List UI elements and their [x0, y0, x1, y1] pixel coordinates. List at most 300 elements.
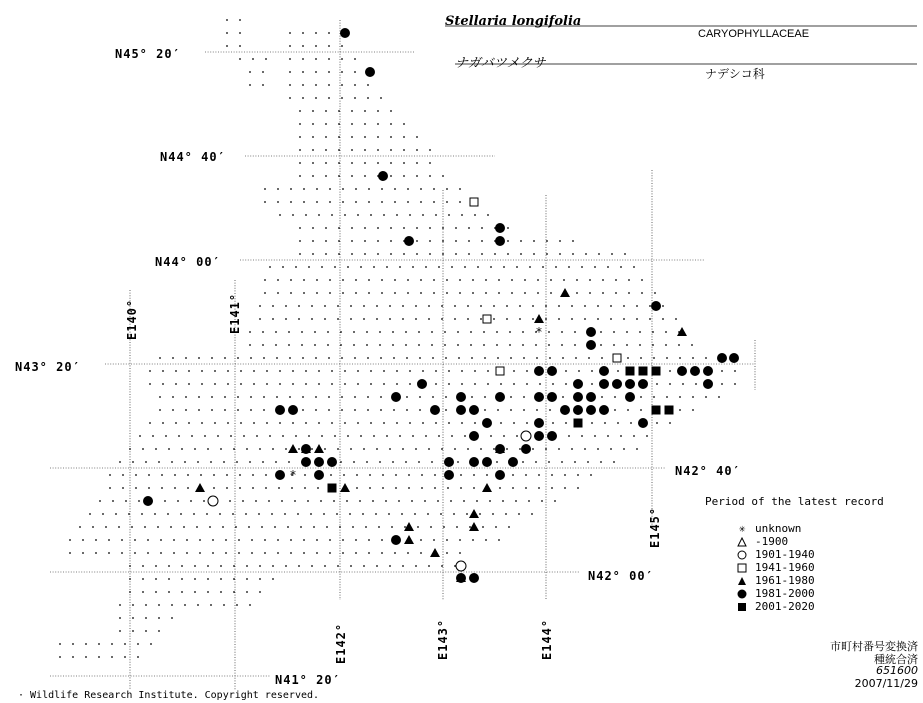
grid-dot [498, 279, 500, 281]
grid-dot [613, 344, 615, 346]
grid-dot [429, 253, 431, 255]
grid-dot [389, 305, 391, 307]
grid-dot [357, 370, 359, 372]
record-1981-2000 [599, 379, 609, 389]
grid-dot [185, 396, 187, 398]
grid-dot [385, 500, 387, 502]
grid-dot [282, 266, 284, 268]
grid-dot [325, 162, 327, 164]
longitude-label: E142° [334, 622, 348, 664]
grid-dot [263, 357, 265, 359]
grid-dot [261, 526, 263, 528]
grid-dot [289, 97, 291, 99]
grid-dot [312, 123, 314, 125]
grid-dot [318, 422, 320, 424]
grid-dot [290, 279, 292, 281]
grid-dot [607, 435, 609, 437]
grid-dot [448, 370, 450, 372]
grid-dot [363, 305, 365, 307]
grid-dot [299, 175, 301, 177]
grid-dot [199, 539, 201, 541]
grid-dot [437, 500, 439, 502]
grid-dot [290, 292, 292, 294]
grid-dot [416, 175, 418, 177]
grid-dot [173, 552, 175, 554]
grid-dot [119, 461, 121, 463]
grid-dot [382, 487, 384, 489]
grid-dot [277, 201, 279, 203]
grid-dot [496, 344, 498, 346]
grid-dot [555, 266, 557, 268]
grid-dot [628, 292, 630, 294]
grid-dot [510, 409, 512, 411]
grid-dot [602, 279, 604, 281]
grid-dot [525, 487, 527, 489]
grid-dot [325, 240, 327, 242]
grid-dot [594, 435, 596, 437]
grid-dot [256, 435, 258, 437]
grid-dot [211, 396, 213, 398]
grid-dot [678, 344, 680, 346]
grid-dot [331, 214, 333, 216]
record-1981-2000 [703, 366, 713, 376]
grid-dot [541, 500, 543, 502]
processing-note: 種統合済 [874, 653, 918, 666]
grid-dot [682, 383, 684, 385]
grid-dot [584, 318, 586, 320]
record-1981-2000 [378, 171, 388, 181]
grid-dot [242, 500, 244, 502]
grid-dot [305, 370, 307, 372]
grid-dot [357, 383, 359, 385]
grid-dot [558, 305, 560, 307]
grid-dot [497, 357, 499, 359]
record-1961-1980 [534, 314, 544, 323]
grid-dot [434, 487, 436, 489]
grid-dot [613, 461, 615, 463]
filled-square-icon [735, 600, 749, 613]
grid-dot [379, 344, 381, 346]
grid-dot [237, 409, 239, 411]
grid-dot [382, 474, 384, 476]
grid-dot [152, 435, 154, 437]
grid-dot [259, 591, 261, 593]
grid-dot [624, 253, 626, 255]
grid-dot [194, 578, 196, 580]
grid-dot [353, 461, 355, 463]
grid-dot [380, 97, 382, 99]
grid-dot [571, 305, 573, 307]
grid-dot [334, 435, 336, 437]
grid-dot [355, 279, 357, 281]
grid-dot [197, 604, 199, 606]
grid-dot [591, 422, 593, 424]
record-1981-2000 [586, 340, 596, 350]
grid-dot [469, 526, 471, 528]
grid-dot [653, 357, 655, 359]
grid-dot [561, 461, 563, 463]
grid-dot [545, 448, 547, 450]
asterisk-icon: ✳ [738, 522, 746, 535]
grid-dot [528, 500, 530, 502]
grid-dot [351, 227, 353, 229]
grid-dot [338, 227, 340, 229]
grid-dot [600, 344, 602, 346]
grid-dot [357, 422, 359, 424]
record-1981-2000 [495, 392, 505, 402]
grid-dot [511, 292, 513, 294]
grid-dot [328, 409, 330, 411]
grid-dot [628, 279, 630, 281]
grid-dot [461, 214, 463, 216]
grid-dot [291, 487, 293, 489]
grid-dot [448, 214, 450, 216]
grid-dot [610, 305, 612, 307]
grid-dot [431, 344, 433, 346]
grid-dot [311, 448, 313, 450]
grid-dot [313, 526, 315, 528]
grid-dot [581, 435, 583, 437]
grid-dot [460, 474, 462, 476]
grid-dot [468, 253, 470, 255]
grid-dot [340, 331, 342, 333]
grid-dot [538, 487, 540, 489]
record-1981-2000 [717, 353, 727, 363]
grid-dot [278, 487, 280, 489]
grid-dot [357, 214, 359, 216]
grid-dot [298, 448, 300, 450]
record-1981-2000 [275, 470, 285, 480]
grid-dot [201, 422, 203, 424]
grid-dot [416, 162, 418, 164]
grid-dot [536, 409, 538, 411]
grid-dot [246, 591, 248, 593]
grid-dot [421, 487, 423, 489]
grid-dot [340, 344, 342, 346]
grid-dot [485, 279, 487, 281]
grid-dot [377, 227, 379, 229]
grid-dot [463, 500, 465, 502]
species-name-ja: ナガバツメクサ [455, 56, 546, 71]
grid-dot [350, 305, 352, 307]
grid-dot [236, 461, 238, 463]
grid-dot [548, 344, 550, 346]
grid-dot [615, 279, 617, 281]
grid-dot [138, 500, 140, 502]
grid-dot [324, 565, 326, 567]
grid-dot [636, 318, 638, 320]
grid-dot [109, 487, 111, 489]
grid-dot [390, 175, 392, 177]
grid-dot [493, 305, 495, 307]
grid-dot [615, 292, 617, 294]
grid-dot [630, 422, 632, 424]
grid-dot [342, 201, 344, 203]
grid-dot [481, 227, 483, 229]
grid-dot [331, 383, 333, 385]
grid-dot [302, 396, 304, 398]
grid-dot [494, 253, 496, 255]
grid-dot [471, 357, 473, 359]
grid-dot [155, 565, 157, 567]
grid-dot [584, 305, 586, 307]
grid-dot [329, 552, 331, 554]
grid-dot [363, 448, 365, 450]
grid-dot [338, 175, 340, 177]
grid-dot [227, 383, 229, 385]
grid-dot [409, 214, 411, 216]
grid-dot [418, 461, 420, 463]
grid-dot [321, 435, 323, 437]
grid-dot [185, 409, 187, 411]
grid-dot [370, 383, 372, 385]
record-1941-1960 [613, 354, 621, 362]
grid-dot [591, 370, 593, 372]
grid-dot [531, 513, 533, 515]
grid-dot [446, 292, 448, 294]
grid-dot [669, 383, 671, 385]
grid-dot [277, 539, 279, 541]
longitude-label: E144° [540, 618, 554, 660]
grid-dot [295, 266, 297, 268]
grid-dot [455, 253, 457, 255]
grid-dot [356, 474, 358, 476]
grid-dot [594, 266, 596, 268]
latitude-label: N41° 20′ [275, 673, 341, 687]
record-unknown: * [536, 325, 542, 339]
grid-dot [390, 253, 392, 255]
record-1981-2000 [495, 236, 505, 246]
grid-dot [421, 474, 423, 476]
record-1981-2000 [391, 392, 401, 402]
grid-dot [214, 383, 216, 385]
grid-dot [551, 487, 553, 489]
grid-dot [135, 474, 137, 476]
grid-dot [500, 383, 502, 385]
grid-dot [377, 136, 379, 138]
grid-dot [459, 279, 461, 281]
grid-dot [275, 344, 277, 346]
grid-dot [564, 474, 566, 476]
grid-dot [314, 344, 316, 346]
grid-dot [170, 526, 172, 528]
grid-dot [639, 331, 641, 333]
grid-dot [412, 266, 414, 268]
grid-dot [341, 71, 343, 73]
grid-dot [522, 331, 524, 333]
grid-dot [168, 565, 170, 567]
grid-dot [402, 318, 404, 320]
grid-dot [193, 513, 195, 515]
grid-dot [532, 318, 534, 320]
grid-dot [149, 422, 151, 424]
grid-dot [253, 383, 255, 385]
grid-dot [303, 188, 305, 190]
legend-item-1981-2000: 1981-2000 [735, 587, 815, 600]
record-2001-2020 [626, 367, 635, 376]
grid-dot [377, 240, 379, 242]
grid-dot [289, 396, 291, 398]
grid-dot [412, 435, 414, 437]
grid-dot [69, 552, 71, 554]
grid-dot [597, 318, 599, 320]
grid-dot [515, 500, 517, 502]
grid-dot [679, 396, 681, 398]
grid-dot [227, 422, 229, 424]
grid-dot [600, 331, 602, 333]
grid-dot [197, 461, 199, 463]
grid-dot [207, 448, 209, 450]
grid-dot [403, 123, 405, 125]
record-1981-2000 [729, 353, 739, 363]
grid-dot [441, 318, 443, 320]
grid-dot [351, 175, 353, 177]
grid-dot [145, 617, 147, 619]
grid-dot [354, 409, 356, 411]
grid-dot [432, 396, 434, 398]
grid-dot [98, 643, 100, 645]
grid-dot [607, 266, 609, 268]
grid-dot [92, 526, 94, 528]
grid-dot [568, 435, 570, 437]
grid-dot [353, 344, 355, 346]
grid-dot [157, 526, 159, 528]
record-1961-1980 [560, 288, 570, 297]
grid-dot [158, 461, 160, 463]
grid-dot [679, 357, 681, 359]
grid-dot [223, 604, 225, 606]
grid-dot [405, 461, 407, 463]
grid-dot [665, 331, 667, 333]
grid-dot [390, 149, 392, 151]
record-1981-2000 [495, 470, 505, 480]
grid-dot [368, 279, 370, 281]
grid-dot [419, 409, 421, 411]
grid-dot [108, 552, 110, 554]
grid-dot [380, 409, 382, 411]
grid-dot [396, 370, 398, 372]
grid-dot [519, 318, 521, 320]
grid-dot [317, 487, 319, 489]
grid-dot [551, 474, 553, 476]
grid-dot [279, 383, 281, 385]
family-name-ja: ナデシコ科 [705, 67, 765, 81]
grid-dot [552, 422, 554, 424]
grid-dot [675, 318, 677, 320]
grid-dot [327, 344, 329, 346]
grid-dot [308, 266, 310, 268]
grid-dot [490, 435, 492, 437]
grid-dot [292, 370, 294, 372]
grid-dot [470, 344, 472, 346]
grid-dot [292, 214, 294, 216]
copyright-notice: · Wildlife Research Institute. Copyright reserved. [18, 690, 320, 701]
grid-dot [168, 448, 170, 450]
grid-dot [518, 513, 520, 515]
grid-dot [561, 331, 563, 333]
grid-dot [209, 526, 211, 528]
record-1981-2000 [599, 366, 609, 376]
grid-dot [416, 136, 418, 138]
grid-dot [633, 266, 635, 268]
grid-dot [341, 409, 343, 411]
grid-dot [321, 266, 323, 268]
grid-dot [161, 487, 163, 489]
grid-dot [282, 435, 284, 437]
grid-dot [342, 188, 344, 190]
grid-dot [276, 396, 278, 398]
longitude-label: E143° [436, 618, 450, 660]
grid-dot [394, 188, 396, 190]
grid-dot [407, 201, 409, 203]
grid-dot [337, 318, 339, 320]
grid-dot [381, 539, 383, 541]
grid-dot [265, 474, 267, 476]
grid-dot [587, 461, 589, 463]
grid-dot [338, 149, 340, 151]
grid-dot [692, 396, 694, 398]
grid-dot [535, 461, 537, 463]
grid-dot [464, 435, 466, 437]
grid-dot [563, 279, 565, 281]
grid-dot [155, 448, 157, 450]
grid-dot [225, 539, 227, 541]
grid-dot [233, 448, 235, 450]
record-1981-2000 [404, 236, 414, 246]
grid-dot [506, 448, 508, 450]
grid-dot [239, 45, 241, 47]
grid-dot [171, 617, 173, 619]
grid-dot [89, 513, 91, 515]
grid-dot [217, 435, 219, 437]
grid-dot [467, 305, 469, 307]
grid-dot [342, 539, 344, 541]
grid-dot [378, 526, 380, 528]
grid-dot [472, 279, 474, 281]
grid-dot [520, 240, 522, 242]
grid-dot [329, 201, 331, 203]
grid-dot [226, 19, 228, 21]
grid-dot [243, 435, 245, 437]
grid-dot [500, 422, 502, 424]
grid-dot [420, 279, 422, 281]
grid-dot [407, 292, 409, 294]
grid-dot [623, 305, 625, 307]
grid-dot [571, 448, 573, 450]
grid-dot [79, 526, 81, 528]
grid-dot [523, 409, 525, 411]
grid-dot [721, 370, 723, 372]
grid-dot [341, 84, 343, 86]
grid-dot [135, 487, 137, 489]
grid-dot [479, 513, 481, 515]
grid-dot [342, 552, 344, 554]
grid-dot [564, 487, 566, 489]
grid-dot [493, 318, 495, 320]
grid-dot [112, 500, 114, 502]
grid-dot [473, 474, 475, 476]
grid-dot [489, 500, 491, 502]
grid-dot [627, 357, 629, 359]
grid-dot [147, 552, 149, 554]
grid-dot [302, 71, 304, 73]
grid-dot [227, 370, 229, 372]
grid-dot [548, 461, 550, 463]
grid-dot [552, 383, 554, 385]
record-2001-2020 [328, 484, 337, 493]
grid-dot [340, 461, 342, 463]
grid-dot [467, 318, 469, 320]
